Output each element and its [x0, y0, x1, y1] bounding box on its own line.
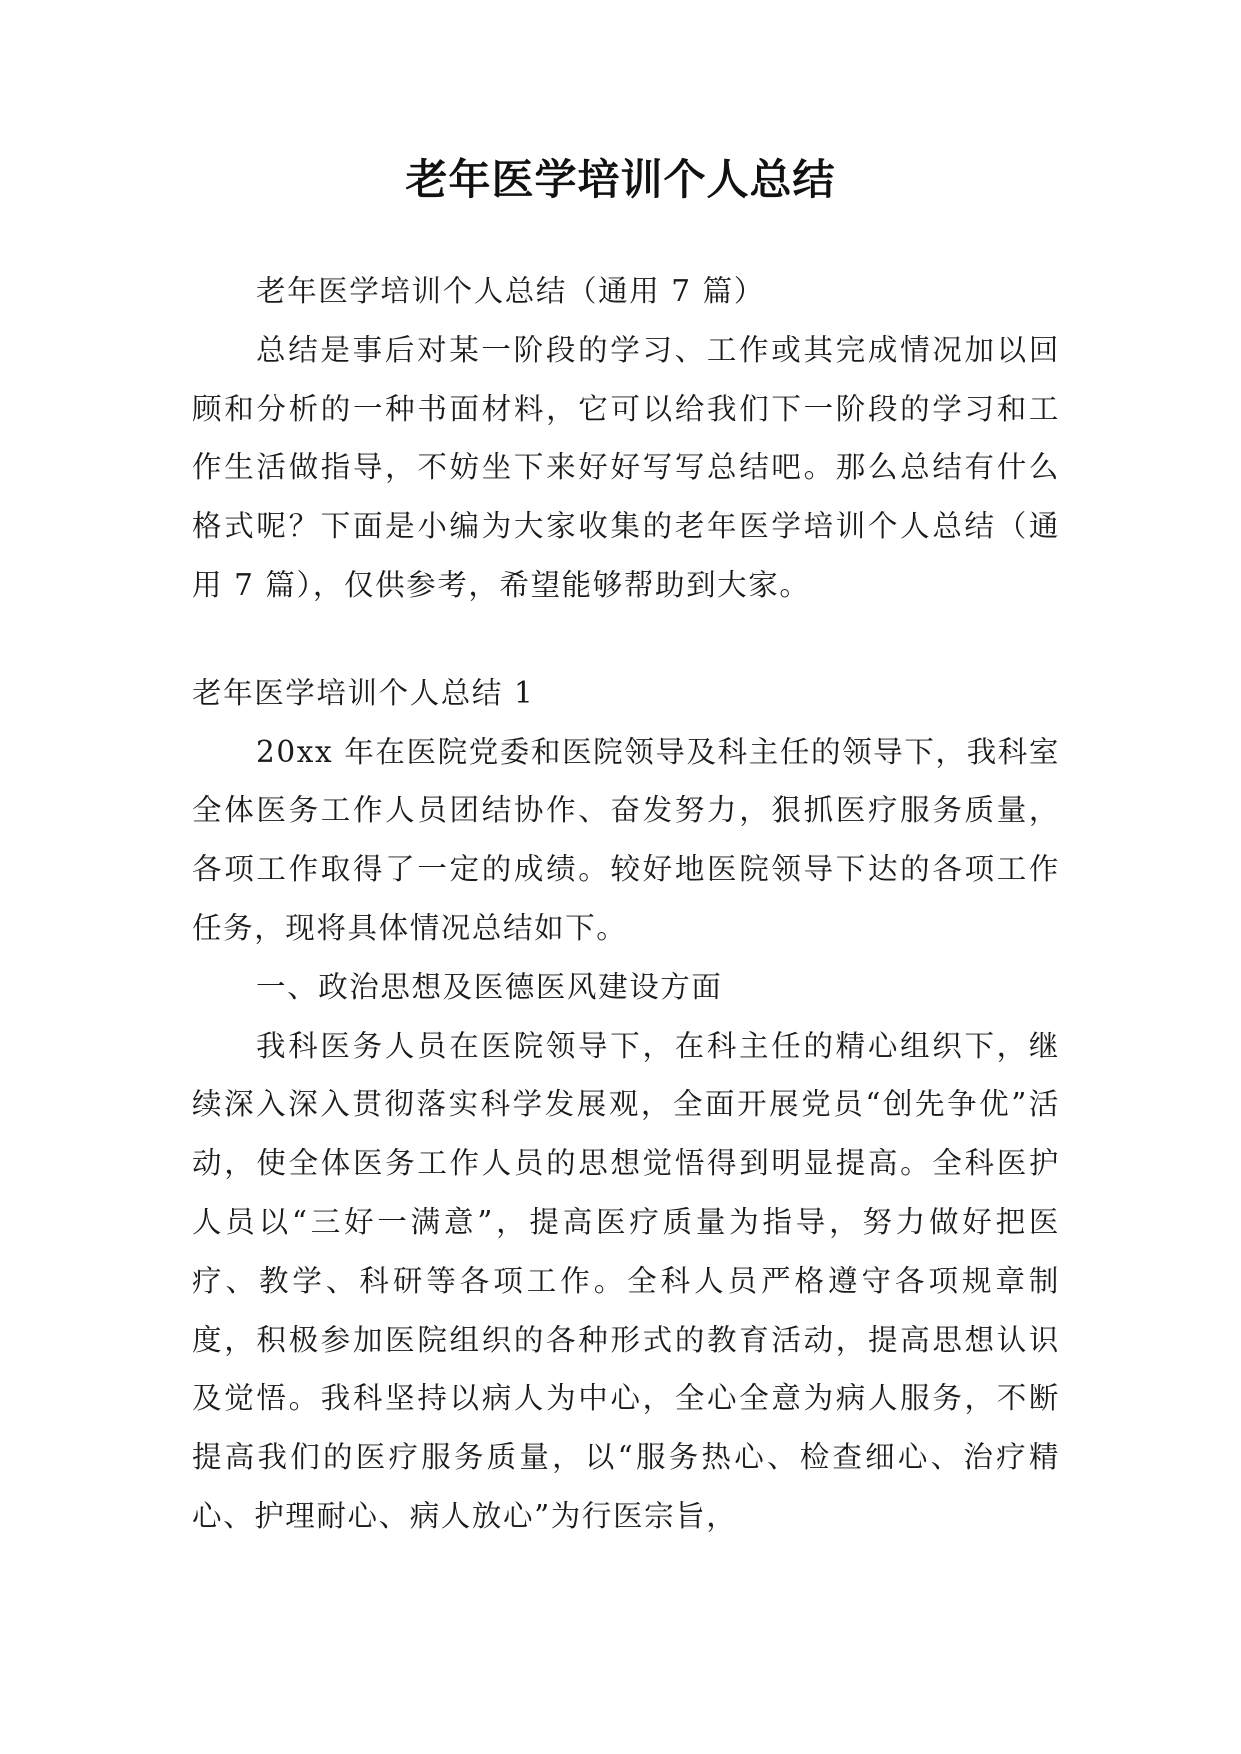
document-body	[192, 262, 1060, 1546]
body-paragraph: 20xx 年在医院党委和医院领导及科主任的领导下，我科室全体医务工作人员团结协作、奋发努力，狠抓医疗服务质量，各项工作取得了一定的成绩。较好地医院领导下达的各项工作任务，现将具体情况总结如下。	[192, 734, 1060, 945]
body-paragraph: 我科医务人员在医院领导下，在科主任的精心组织下，继续深入深入贯彻落实科学发展观，全面开展党员“创先争优”活动，使全体医务工作人员的思想觉悟得到明显提高。全科医护人员以“三好一满意”，提高医疗质量为指导，努力做好把医疗、教学、科研等各项工作。全科人员严格遵守各项规章制度，积极参加医院组织的各种形式的教育活动，提高思想认识及觉悟。我科坚持以病人为中心，全心全意为病人服务，不断提高我们的医疗服务质量，以“服务热心、检查细心、治疗精心、护理耐心、病人放心”为行医宗旨，	[192, 1028, 1060, 1533]
section-heading: 老年医学培训个人总结 1	[192, 675, 535, 710]
paragraph-spacer	[192, 615, 1060, 664]
subtitle-paragraph: 老年医学培训个人总结（通用 7 篇）	[256, 274, 765, 308]
subsection-heading: 一、政治思想及医德医风建设方面	[256, 969, 723, 1004]
intro-paragraph: 总结是事后对某一阶段的学习、工作或其完成情况加以回顾和分析的一种书面材料，它可以给我们下一阶段的学习和工作生活做指导，不妨坐下来好好写写总结吧。那么总结有什么格式呢？下面是小编为大家收集的老年医学培训个人总结（通用 7 篇），仅供参考，希望能够帮助到大家。	[192, 332, 1060, 602]
document-title: 老年医学培训个人总结	[405, 155, 836, 204]
